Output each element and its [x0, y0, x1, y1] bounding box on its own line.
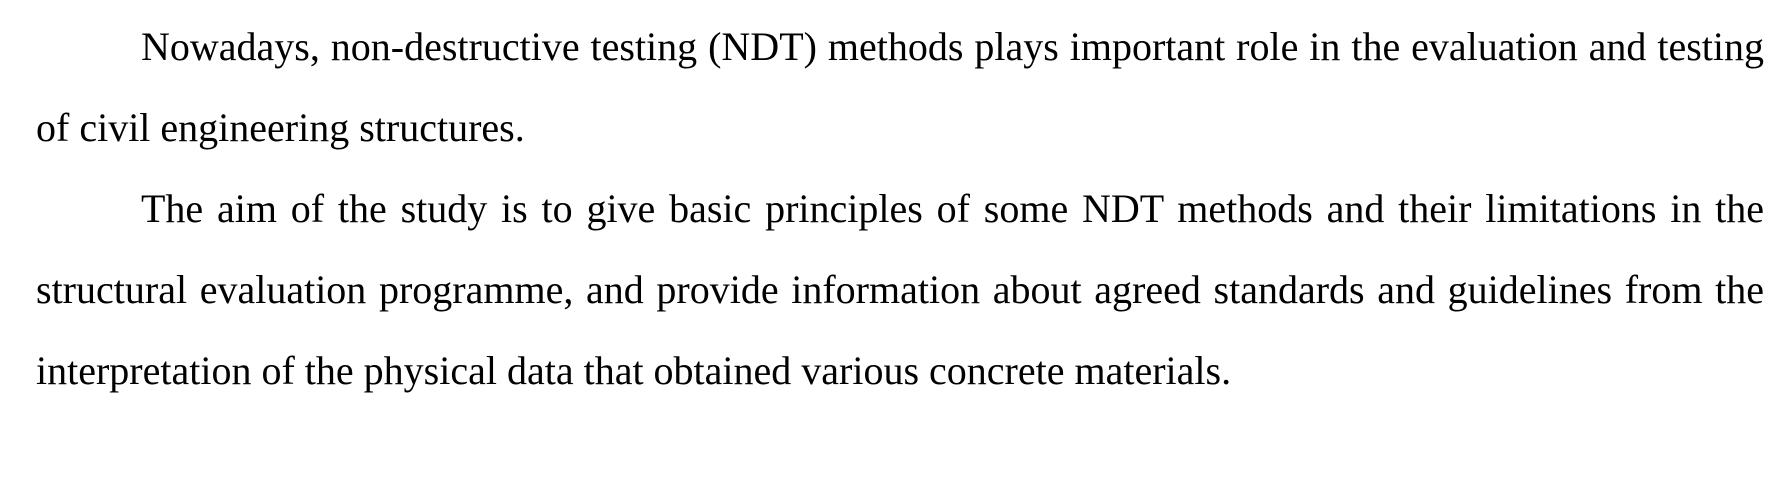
- paragraph-ndt-introduction: Nowadays, non-destructive testing (NDT) methods plays important role in the evaluation and testing of civil engineering structures.: [36, 24, 1764, 150]
- paragraph-study-aim: The aim of the study is to give basic principles of some NDT methods and their limitations in the structural evaluation programme, and provide information about agreed standards and guidelines from the interpretation of the physical data that obtained various concrete materials.: [36, 186, 1764, 393]
